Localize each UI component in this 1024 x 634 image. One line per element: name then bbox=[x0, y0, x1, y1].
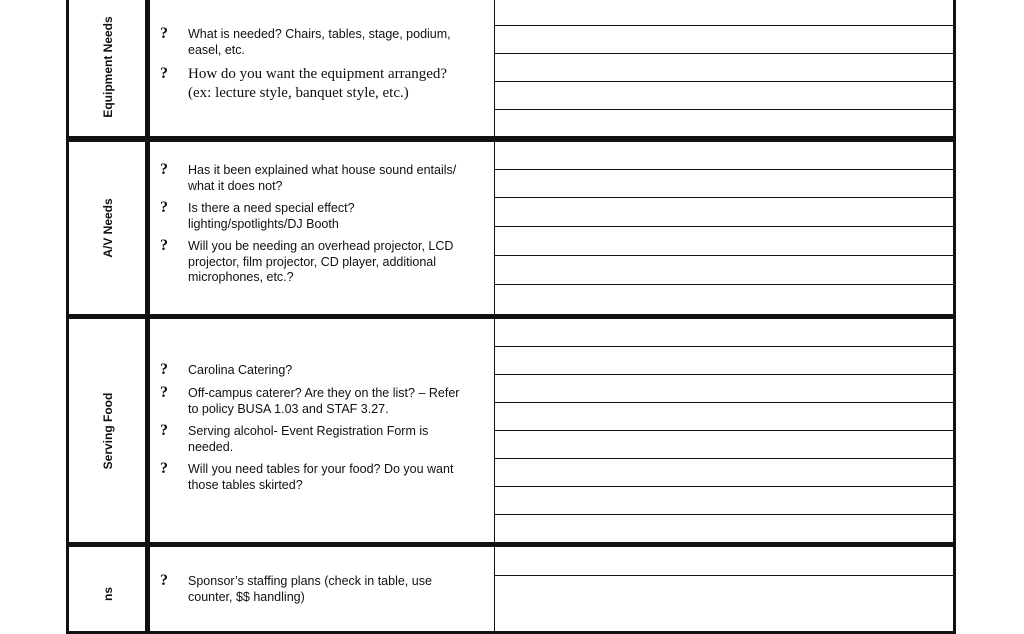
answer-line[interactable] bbox=[495, 430, 956, 431]
question-item bbox=[160, 239, 490, 286]
section-label-column bbox=[66, 544, 150, 634]
section-label-column bbox=[66, 139, 150, 317]
section-label: ns bbox=[101, 586, 115, 602]
question-mark-icon: ? bbox=[160, 460, 168, 477]
question-text: How do you want the equipment arranged? (ex: lecture style, banquet style, etc.) bbox=[188, 66, 448, 101]
question-text: Has it been explained what house sound entails/ what it does not? bbox=[188, 163, 457, 193]
question-text: Carolina Catering? bbox=[188, 363, 293, 377]
answer-line[interactable] bbox=[495, 81, 956, 82]
question-text: Is there a need special effect? lighting/spotlights/DJ Booth bbox=[188, 201, 355, 231]
question-text: Sponsor’s staffing plans (check in table, use counter, $$ handling) bbox=[188, 574, 432, 604]
section-av-needs bbox=[66, 139, 956, 317]
question-text: Off-campus caterer? Are they on the list? – Refer to policy BUSA 1.03 and STAF 3.27. bbox=[188, 386, 460, 416]
questions-column bbox=[150, 544, 495, 634]
question-item bbox=[160, 424, 490, 455]
question-item bbox=[160, 386, 490, 417]
answer-line[interactable] bbox=[495, 169, 956, 170]
question-mark-icon: ? bbox=[160, 361, 168, 378]
answer-line[interactable] bbox=[495, 197, 956, 198]
section-equipment-needs bbox=[66, 0, 956, 139]
questions-column bbox=[150, 316, 495, 545]
question-item bbox=[160, 163, 490, 194]
answer-lines-column[interactable] bbox=[495, 0, 956, 139]
answer-line[interactable] bbox=[495, 53, 956, 54]
question-mark-icon: ? bbox=[160, 384, 168, 401]
question-item bbox=[160, 65, 490, 103]
answer-lines-column[interactable] bbox=[495, 139, 956, 317]
question-mark-icon: ? bbox=[160, 199, 168, 216]
answer-line[interactable] bbox=[495, 255, 956, 256]
answer-line[interactable] bbox=[495, 514, 956, 515]
answer-lines-column[interactable] bbox=[495, 316, 956, 545]
question-mark-icon: ? bbox=[160, 161, 168, 178]
questions-column bbox=[150, 0, 495, 139]
question-text: What is needed? Chairs, tables, stage, podium, easel, etc. bbox=[188, 27, 451, 57]
question-item bbox=[160, 462, 490, 493]
section-label: A/V Needs bbox=[101, 198, 115, 258]
answer-line[interactable] bbox=[495, 575, 956, 576]
question-text: Will you need tables for your food? Do you want those tables skirted? bbox=[188, 462, 454, 492]
answer-line[interactable] bbox=[495, 402, 956, 403]
section-serving-food bbox=[66, 316, 956, 545]
answer-line[interactable] bbox=[495, 374, 956, 375]
section-label-column bbox=[66, 316, 150, 545]
section-staffing bbox=[66, 544, 956, 634]
section-label-column bbox=[66, 0, 150, 139]
question-item bbox=[160, 574, 490, 605]
question-text: Serving alcohol- Event Registration Form is needed. bbox=[188, 424, 429, 454]
answer-line[interactable] bbox=[495, 458, 956, 459]
answer-line[interactable] bbox=[495, 25, 956, 26]
question-item bbox=[160, 201, 490, 232]
section-label: Equipment Needs bbox=[101, 15, 115, 118]
question-item bbox=[160, 27, 490, 58]
questions-column bbox=[150, 139, 495, 317]
answer-line[interactable] bbox=[495, 284, 956, 285]
answer-line[interactable] bbox=[495, 226, 956, 227]
answer-line[interactable] bbox=[495, 486, 956, 487]
question-item bbox=[160, 363, 490, 379]
question-mark-icon: ? bbox=[160, 25, 168, 42]
answer-lines-column[interactable] bbox=[495, 544, 956, 634]
question-mark-icon: ? bbox=[160, 572, 168, 589]
answer-line[interactable] bbox=[495, 346, 956, 347]
section-label: Serving Food bbox=[101, 392, 115, 469]
question-mark-icon: ? bbox=[160, 237, 168, 254]
answer-line[interactable] bbox=[495, 109, 956, 110]
question-text: Will you be needing an overhead projector, LCD projector, film projector, CD player, additional microphones, etc.? bbox=[188, 239, 454, 284]
question-mark-icon: ? bbox=[160, 422, 168, 439]
question-mark-icon: ? bbox=[160, 65, 168, 82]
